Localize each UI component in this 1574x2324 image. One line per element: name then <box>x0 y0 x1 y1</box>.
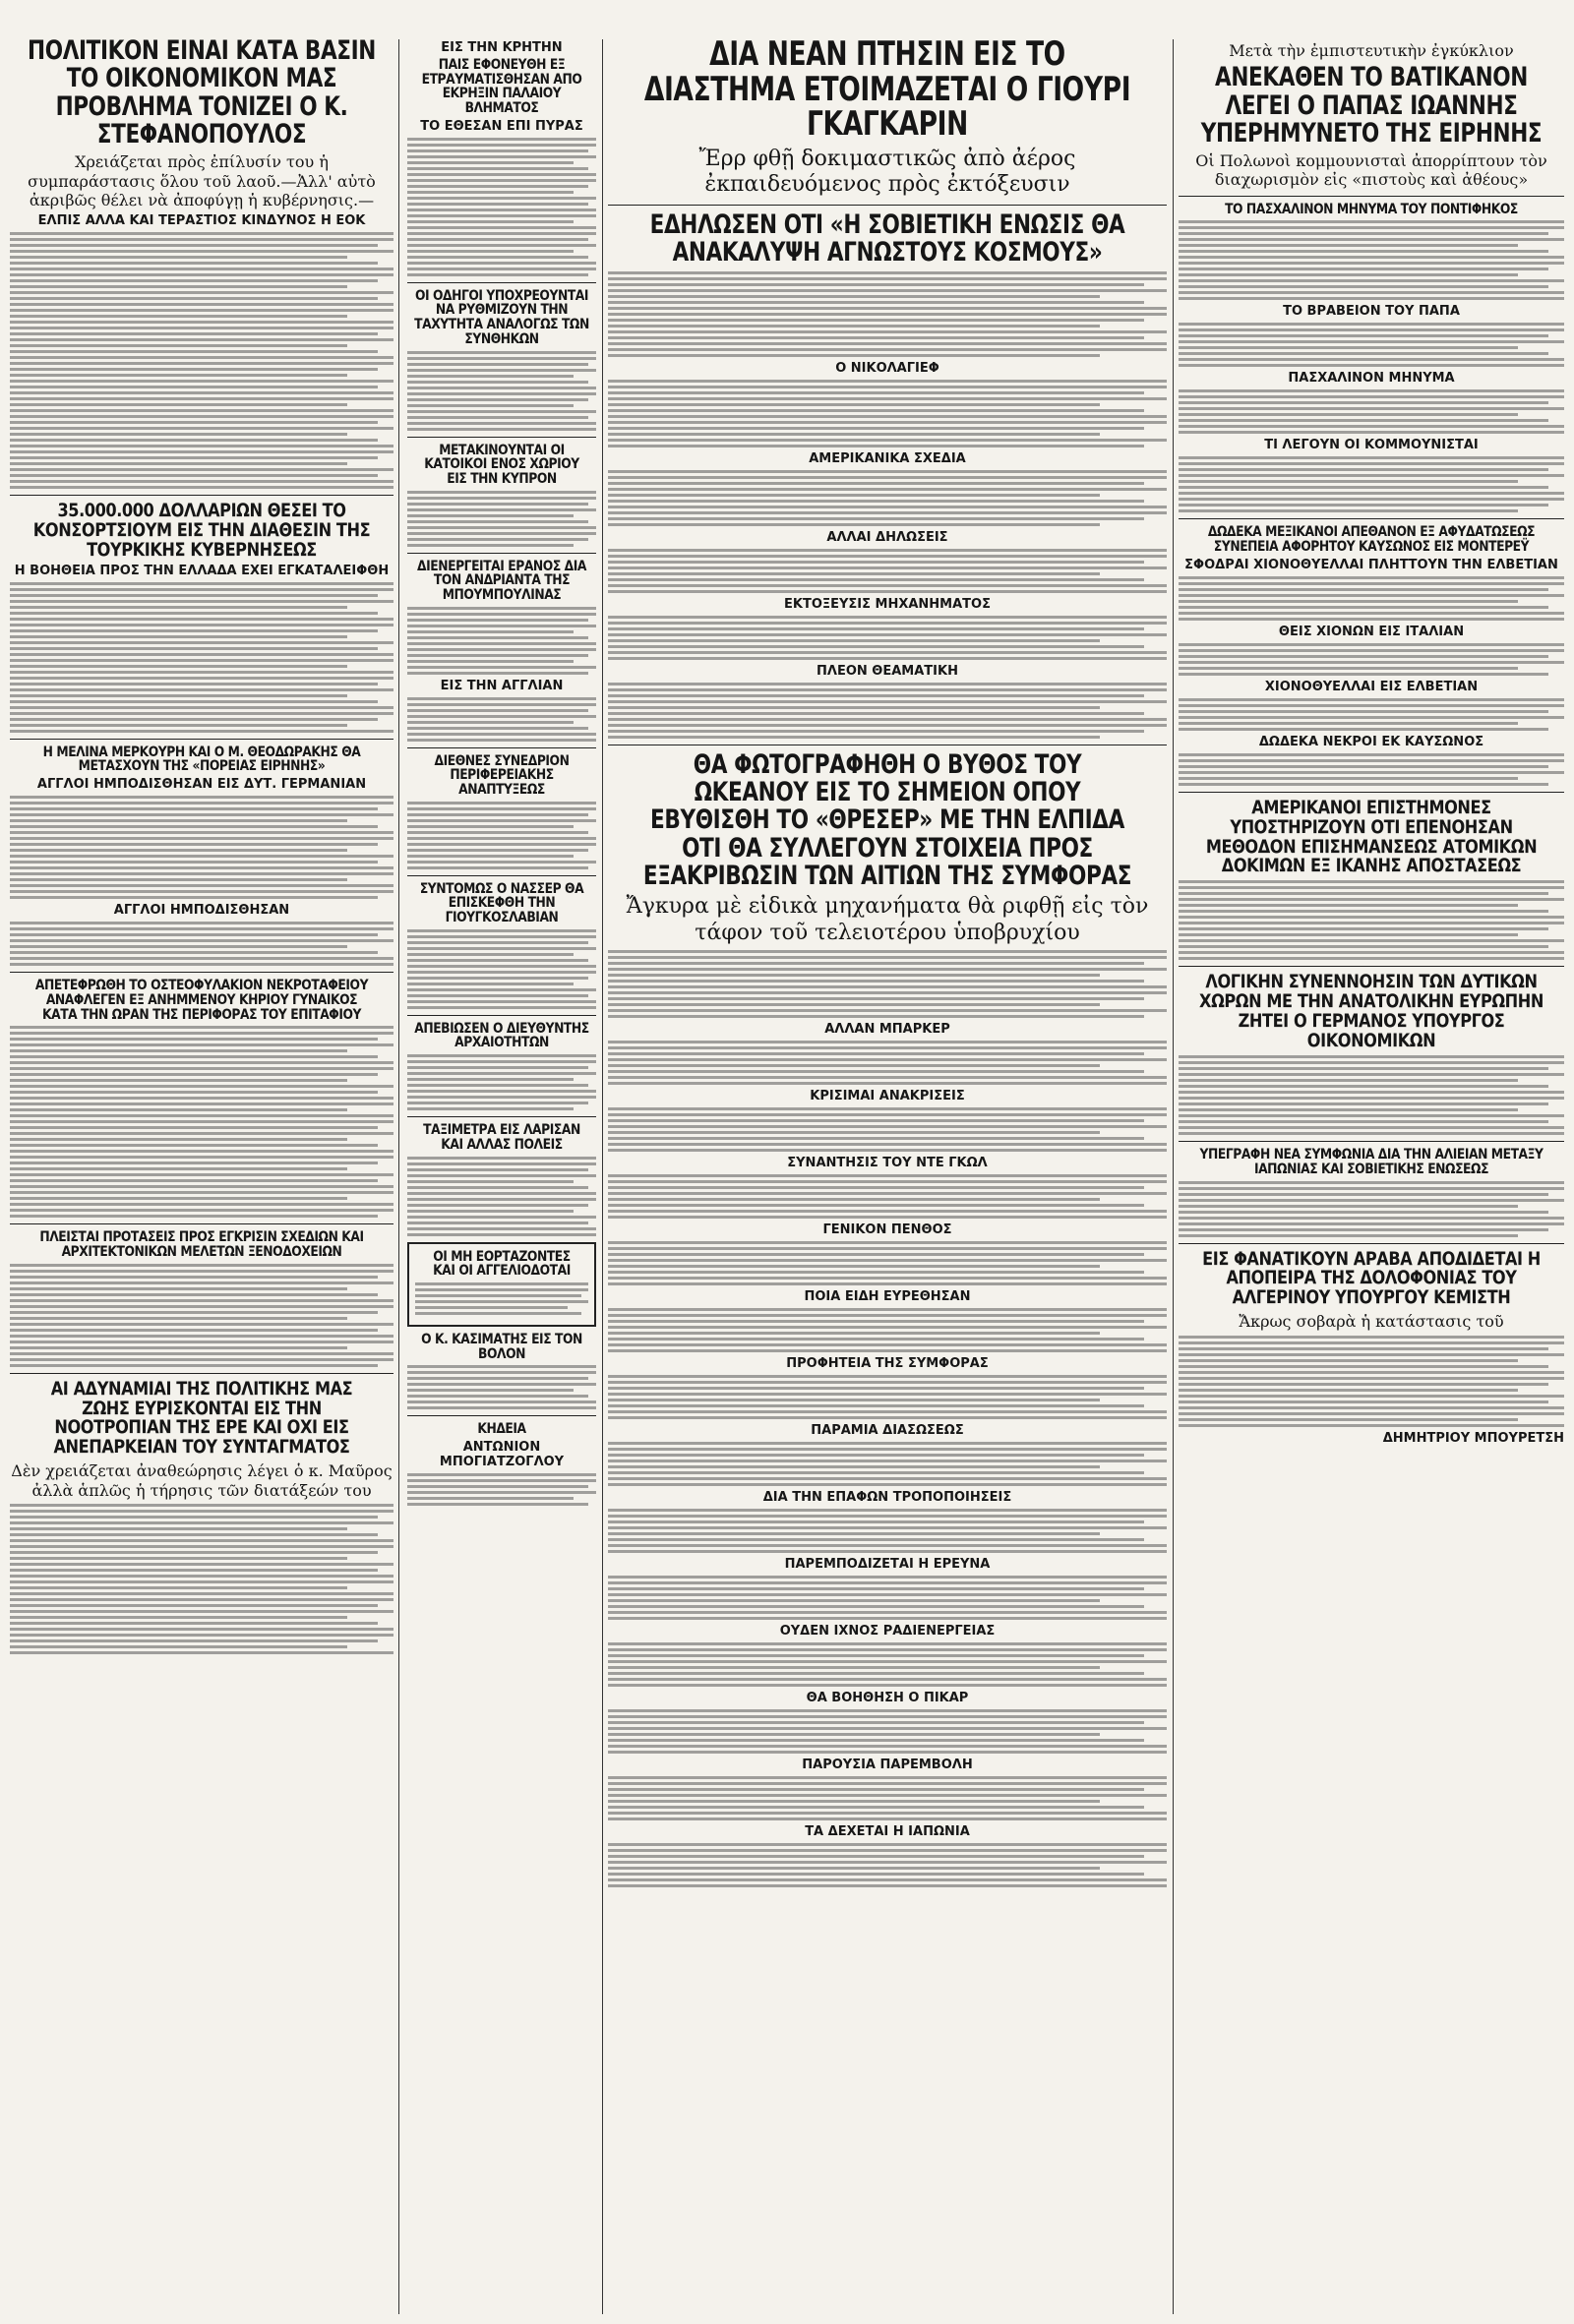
subhead-launch: ΕΚΤΟΞΕΥΣΙΣ ΜΗΧΑΝΗΜΑΤΟΣ <box>784 596 991 612</box>
subhead-prophecy: ΠΡΟΦΗΤΕΙΑ ΤΗΣ ΣΥΜΦΟΡΑΣ <box>786 1356 989 1372</box>
article-text <box>407 138 596 276</box>
subheadline-vatican: Οἱ Πολωνοὶ κομμουνισταὶ ἀπορρίπτουν τὸν διαχωρισμὸν εἰς «πιστοὺς καὶ ἀθέους» <box>1195 151 1547 190</box>
headline-merkouri: Η ΜΕΛΙΝΑ ΜΕΡΚΟΥΡΗ ΚΑΙ Ο Μ. ΘΕΟΔΩΡΑΚΗΣ ΘΑ ΜΕΤΑΣΧΟΥΝ ΤΗΣ «ΠΟΡΕΙΑΣ ΕΙΡΗΝΗΣ» <box>42 744 361 775</box>
section-rule <box>407 1415 596 1416</box>
article-text <box>407 929 596 1009</box>
subhead-japan: ΤΑ ΔΕΧΕΤΑΙ Η ΙΑΠΩΝΙΑ <box>805 1824 970 1840</box>
article-text <box>1179 753 1564 786</box>
headline-soviet-worlds: ΕΔΗΛΩΣΕΝ ΟΤΙ «Η ΣΟΒΙΕΤΙΚΗ ΕΝΩΣΙΣ ΘΑ ΑΝΑΚΑΛΥΨΗ ΑΓΝΩΣΤΟΥΣ ΚΟΣΜΟΥΣ» <box>649 209 1125 268</box>
deck-snowstorms: ΣΦΟΔΡΑΙ ΧΙΟΝΟΘΥΕΛΛΑΙ ΠΛΗΤΤΟΥΝ ΤΗΝ ΕΛΒΕΤΙΑΝ <box>1184 557 1558 572</box>
article-text <box>1179 220 1564 300</box>
article-text <box>608 549 1167 593</box>
article-text <box>10 1264 394 1367</box>
article-text <box>1179 1181 1564 1237</box>
subhead-nikolayev: Ο ΝΙΚΟΛΑΓΙΕΦ <box>835 360 939 376</box>
article-text <box>1179 880 1564 960</box>
tag-crete: ΕΙΣ ΤΗΝ ΚΡΗΤΗΝ <box>441 40 563 55</box>
article-text <box>608 950 1167 1018</box>
headline-crete-blast: ΠΑΙΣ ΕΦΟΝΕΥΘΗ ΕΞ ΕΤΡΑΥΜΑΤΙΣΘΗΣΑΝ ΑΠΟ ΕΚΡΗΞΙΝ ΠΑΛΑΙΟΥ ΒΛΗΜΑΤΟΣ <box>421 57 582 117</box>
article-text <box>10 922 394 966</box>
subhead-english: ΑΓΓΛΟΙ ΗΜΠΟΔΙΣΘΗΣΑΝ <box>113 903 290 919</box>
article-text <box>608 1576 1167 1620</box>
headline-consortium: 35.000.000 ΔΟΛΛΑΡΙΩΝ ΘΕΣΕΙ ΤΟ ΚΟΝΣΟΡΤΣΙΟΥΜ ΕΙΣ ΤΗΝ ΔΙΑΘΕΣΙΝ ΤΗΣ ΤΟΥΡΚΙΚΗΣ ΚΥΒΕΡΝΗΣΕΩΣ <box>32 499 371 561</box>
headline-kasimatis: Ο Κ. ΚΑΣΙΜΑΤΗΣ ΕΙΣ ΤΟΝ ΒΟΛΟΝ <box>421 1331 582 1362</box>
section-rule <box>10 972 394 973</box>
section-rule <box>1179 792 1564 793</box>
section-rule <box>407 1116 596 1117</box>
headline-mexicans: ΔΩΔΕΚΑ ΜΕΞΙΚΑΝΟΙ ΑΠΕΘΑΝΟΝ ΕΞ ΑΦΥΔΑΤΩΣΕΩΣ ΣΥΝΕΠΕΙΑ ΑΦΟΡΗΤΟΥ ΚΑΥΣΩΝΟΣ ΕΙΣ ΜΟΝΤΕΡΕΫ <box>1207 524 1536 555</box>
column-rule <box>1173 39 1174 2314</box>
headline-thresher: ΘΑ ΦΩΤΟΓΡΑΦΗΘΗ Ο ΒΥΘΟΣ ΤΟΥ ΩΚΕΑΝΟΥ ΕΙΣ ΤΟ ΣΗΜΕΙΟΝ ΟΠΟΥ ΕΒΥΘΙΣΘΗ ΤΟ «ΘΡΕΣΕΡ» ΜΕ ΤΗΝ ΕΛΠΙΔΑ ΟΤΙ ΘΑ ΣΥΛΛΕΓΟΥΝ ΣΤΟΙΧΕΙΑ ΠΡΟΣ ΕΞΑΚΡΙΒΩΣΙΝ ΤΩΝ ΑΙΤΙΩΝ ΤΗΣ ΣΥΜΦΟΡΑΣ <box>642 748 1132 891</box>
headline-funeral: ΚΗΔΕΙΑ <box>477 1421 526 1438</box>
column-3 <box>608 34 1167 1891</box>
article-text <box>1179 643 1564 676</box>
column-rule <box>602 39 603 2314</box>
article-text <box>608 1241 1167 1285</box>
article-text <box>608 1375 1167 1419</box>
headline-nasser: ΣΥΝΤΟΜΩΣ Ο ΝΑΣΣΕΡ ΘΑ ΕΠΙΣΚΕΦΘΗ ΤΗΝ ΓΙΟΥΓΚΟΣΛΑΒΙΑΝ <box>419 880 584 926</box>
subheadline-gagarin: Ἔρρ φθῇ δοκιμαστικῶς ἀπὸ ἀέρος ἐκπαιδευόμενος πρὸς ἐκτόξευσιν <box>698 147 1076 198</box>
subhead-interference: ΠΑΡΟΥΣΙΑ ΠΑΡΕΜΒΟΛΗ <box>802 1758 973 1773</box>
section-rule <box>10 739 394 740</box>
headline-ossuary: ΑΠΕΤΕΦΡΩΘΗ ΤΟ ΟΣΤΕΟΦΥΛΑΚΙΟΝ ΝΕΚΡΟΤΑΦΕΙΟΥ ΑΝΑΦΛΕΓΕΝ ΕΞ ΑΝΗΜΜΕΝΟΥ ΚΗΡΙΟΥ ΓΥΝΑΙΚΟΣ ΚΑΤΑ ΤΗΝ ΩΡΑΝ ΤΗΣ ΠΕΡΙΦΟΡΑΣ ΤΟΥ ΕΠΙΤΑΦΙΟΥ <box>34 978 369 1023</box>
headline-german-minister: ΛΟΓΙΚΗΝ ΣΥΝΕΝΝΟΗΣΙΝ ΤΩΝ ΔΥΤΙΚΩΝ ΧΩΡΩΝ ΜΕ ΤΗΝ ΑΝΑΤΟΛΙΚΗΝ ΕΥΡΩΠΗΝ ΖΗΤΕΙ Ο ΓΕΡΜΑΝΟΣ ΥΠΟΥΡΓΟΣ ΟΙΚΟΝΟΜΙΚΩΝ <box>1199 971 1544 1052</box>
section-rule <box>1179 1243 1564 1244</box>
subhead-england: ΕΙΣ ΤΗΝ ΑΓΓΛΙΑΝ <box>440 678 564 693</box>
headline-statue: ΔΙΕΝΕΡΓΕΙΤΑΙ ΕΡΑΝΟΣ ΔΙΑ ΤΟΝ ΑΝΔΡΙΑΝΤΑ ΤΗΣ ΜΠΟΥΜΠΟΥΛΙΝΑΣ <box>417 558 586 603</box>
article-text <box>608 1174 1167 1219</box>
subhead-heat-deaths: ΔΩΔΕΚΑ ΝΕΚΡΟΙ ΕΚ ΚΑΥΣΩΝΟΣ <box>1258 734 1484 749</box>
article-text <box>407 1054 596 1110</box>
section-rule <box>10 495 394 496</box>
column-1 <box>10 37 394 1658</box>
article-text <box>1179 1055 1564 1135</box>
article-text <box>608 1509 1167 1553</box>
article-text <box>608 470 1167 526</box>
article-text <box>608 1107 1167 1152</box>
section-rule <box>1179 518 1564 519</box>
article-text <box>407 491 596 547</box>
article-text <box>407 607 596 675</box>
article-text <box>608 683 1167 739</box>
section-rule <box>407 875 596 876</box>
deck-fire: ΤΟ ΕΘΕΣΑΝ ΕΠΙ ΠΥΡΑΣ <box>420 118 583 134</box>
subheadline-mavros: Δὲν χρειάζεται ἀναθεώρησις λέγει ὁ κ. Μαῦρος ἀλλὰ ἁπλῶς ἡ τήρησις τῶν διατάξεών του <box>11 1461 393 1500</box>
subhead-easter: ΠΑΣΧΑΛΙΝΟΝ ΜΗΝΥΜΑ <box>1288 371 1455 387</box>
byline-signature: ΔΗΜΗΤΡΙΟΥ ΜΠΟΥΡΕΤΣΗ <box>1382 1430 1564 1446</box>
headline-cyprus: ΜΕΤΑΚΙΝΟΥΝΤΑΙ ΟΙ ΚΑΤΟΙΚΟΙ ΕΝΟΣ ΧΩΡΙΟΥ ΕΙΣ ΤΗΝ ΚΥΠΡΟΝ <box>424 442 579 487</box>
article-text <box>608 1843 1167 1887</box>
subheadline-thresher: Ἄγκυρα μὲ εἰδικὰ μηχανήματα θὰ ριφθῇ εἰς τὸν τάφον τοῦ τελειοτέρου ὑποβρυχίου <box>626 894 1149 945</box>
article-text <box>1179 456 1564 512</box>
subhead-communists: ΤΙ ΛΕΓΟΥΝ ΟΙ ΚΟΜΜΟΥΝΙΣΤΑΙ <box>1264 438 1479 453</box>
subhead-piccard: ΘΑ ΒΟΗΘΗΣΗ Ο ΠΙΚΑΡ <box>806 1691 969 1706</box>
subhead-statements: ΑΛΛΑΙ ΔΗΛΩΣΕΙΣ <box>826 529 948 545</box>
headline-stefanopoulos: ΠΟΛΙΤΙΚΟΝ ΕΙΝΑΙ ΚΑΤΑ ΒΑΣΙΝ ΤΟ ΟΙΚΟΝΟΜΙΚΟΝ ΜΑΣ ΠΡΟΒΛΗΜΑ ΤΟΝΙΖΕΙ Ο Κ. ΣΤΕΦΑΝΟΠΟΥΛΟΣ <box>28 35 376 150</box>
article-text <box>1179 1336 1564 1427</box>
headline-taximeters: ΤΑΞΙΜΕΤΡΑ ΕΙΣ ΛΑΡΙΣΑΝ ΚΑΙ ΑΛΛΑΣ ΠΟΛΕΙΣ <box>423 1122 580 1153</box>
subhead-spectacular: ΠΛΕΟΝ ΘΕΑΜΑΤΙΚΗ <box>817 663 958 679</box>
article-text <box>10 1026 394 1218</box>
article-text <box>608 271 1167 357</box>
subhead-radiation: ΟΥΔΕΝ ΙΧΝΟΣ ΡΑΔΙΕΝΕΡΓΕΙΑΣ <box>779 1624 996 1639</box>
article-text <box>608 1776 1167 1820</box>
headline-congress: ΔΙΕΘΝΕΣ ΣΥΝΕΔΡΙΟΝ ΠΕΡΙΦΕΡΕΙΑΚΗΣ ΑΝΑΠΤΥΞΕΩΣ <box>434 752 570 798</box>
subheadline-stefanopoulos: Χρειάζεται πρὸς ἐπίλυσίν του ἡ συμπαράστασις ὅλου τοῦ λαοῦ.—Ἀλλ' αὐτὸ ἀκριβῶς θέλει νὰ ἀποφύγῃ ἡ κυβέρνησις.— <box>28 152 376 209</box>
headline-drivers: ΟΙ ΟΔΗΓΟΙ ΥΠΟΧΡΕΟΥΝΤΑΙ ΝΑ ΡΥΘΜΙΖΟΥΝ ΤΗΝ ΤΑΧΥΤΗΤΑ ΑΝΑΛΟΓΩΣ ΤΩΝ ΣΥΝΘΗΚΩΝ <box>414 287 589 347</box>
headline-algeria: ΕΙΣ ΦΑΝΑΤΙΚΟΥΝ ΑΡΑΒΑ ΑΠΟΔΙΔΕΤΑΙ Η ΑΠΟΠΕΙΡΑ ΤΗΣ ΔΟΛΟΦΟΝΙΑΣ ΤΟΥ ΑΛΓΕΡΙΝΟΥ ΥΠΟΥΡΓΟΥ ΚΕΜΙΣΤΗ <box>1202 1247 1541 1309</box>
headline-easter-message: ΤΟ ΠΑΣΧΑΛΙΝΟΝ ΜΗΝΥΜΑ ΤΟΥ ΠΟΝΤΙΦΗΚΟΣ <box>1225 201 1518 217</box>
section-rule <box>1179 196 1564 197</box>
subhead-research: ΠΑΡΕΜΠΟΔΙΖΕΤΑΙ Η ΕΡΕΥΝΑ <box>784 1557 991 1573</box>
article-text <box>407 1157 596 1236</box>
article-text <box>1179 576 1564 621</box>
subhead-mourning: ΓΕΝΙΚΟΝ ΠΕΝΘΟΣ <box>822 1222 952 1238</box>
subhead-items-found: ΠΟΙΑ ΕΙΔΗ ΕΥΡΕΘΗΣΑΝ <box>804 1289 971 1305</box>
subhead-italy-snow: ΘΕΙΣ ΧΙΟΝΩΝ ΕΙΣ ΙΤΑΛΙΑΝ <box>1278 624 1465 639</box>
column-4 <box>1179 37 1564 1449</box>
article-text <box>1179 698 1564 731</box>
headline-fishing: ΥΠΕΓΡΑΦΗ ΝΕΑ ΣΥΜΦΩΝΙΑ ΔΙΑ ΤΗΝ ΑΛΙΕΙΑΝ ΜΕΤΑΞΥ ΙΑΠΩΝΙΑΣ ΚΑΙ ΣΟΒΙΕΤΙΚΗΣ ΕΝΩΣΕΩΣ <box>1199 1147 1544 1177</box>
section-rule <box>407 1015 596 1016</box>
deck-eok: ΕΛΠΙΣ ΑΛΛΑ ΚΑΙ ΤΕΡΑΣΤΙΟΣ ΚΙΝΔΥΝΟΣ Η ΕΟΚ <box>37 212 366 228</box>
article-text <box>407 351 596 431</box>
article-text <box>407 1365 596 1409</box>
section-rule <box>10 1373 394 1374</box>
article-text <box>608 1308 1167 1352</box>
article-text <box>10 796 394 899</box>
article-text <box>608 616 1167 660</box>
subhead-barker: ΑΛΛΑΝ ΜΠΑΡΚΕΡ <box>824 1022 950 1038</box>
headline-antiquities: ΑΠΕΒΙΩΣΕΝ Ο ΔΙΕΥΘΥΝΤΗΣ ΑΡΧΑΙΟΤΗΤΩΝ <box>414 1020 589 1051</box>
subhead-rescue: ΠΑΡΑΜΙΑ ΔΙΑΣΩΣΕΩΣ <box>811 1423 964 1439</box>
article-text <box>1179 323 1564 367</box>
article-text <box>1179 389 1564 434</box>
article-text <box>407 1473 596 1506</box>
deck-english: ΑΓΓΛΟΙ ΗΜΠΟΔΙΣΘΗΣΑΝ ΕΙΣ ΔΥΤ. ΓΕΡΜΑΝΙΑΝ <box>36 777 367 793</box>
article-text <box>608 380 1167 447</box>
article-text <box>10 582 394 733</box>
column-rule <box>398 39 399 2314</box>
subhead-interrogations: ΚΡΙΣΙΜΑΙ ΑΝΑΚΡΙΣΕΙΣ <box>810 1089 965 1104</box>
section-rule <box>608 205 1167 206</box>
subheadline-algeria: Ἄκρως σοβαρὰ ἡ κατάστασις τοῦ <box>1239 1312 1504 1332</box>
article-text <box>10 1504 394 1654</box>
headline-atomic-tests: ΑΜΕΡΙΚΑΝΟΙ ΕΠΙΣΤΗΜΟΝΕΣ ΥΠΟΣΤΗΡΙΖΟΥΝ ΟΤΙ ΕΠΕΝΟΗΣΑΝ ΜΕΘΟΔΟΝ ΕΠΙΣΗΜΑΝΣΕΩΣ ΑΤΟΜΙΚΩΝ ΔΟΚΙΜΩΝ ΕΞ ΙΚΑΝΗΣ ΑΠΟΣΤΑΣΕΩΣ <box>1205 796 1538 877</box>
deck-aid-greece: Η ΒΟΗΘΕΙΑ ΠΡΟΣ ΤΗΝ ΕΛΛΑΔΑ ΕΧΕΙ ΕΓΚΑΤΑΛΕΙΦΘΗ <box>14 563 390 578</box>
article-text <box>407 802 596 869</box>
article-text <box>608 1041 1167 1085</box>
section-rule <box>1179 1141 1564 1142</box>
section-rule <box>407 437 596 438</box>
article-text <box>407 697 596 742</box>
section-rule <box>10 1223 394 1224</box>
subhead-pope-prize: ΤΟ ΒΡΑΒΕΙΟΝ ΤΟΥ ΠΑΠΑ <box>1283 304 1460 320</box>
section-rule <box>1179 966 1564 967</box>
subhead-swiss-snow: ΧΙΟΝΟΘΥΕΛΛΑΙ ΕΙΣ ΕΛΒΕΤΙΑΝ <box>1264 679 1479 694</box>
subhead-american-plans: ΑΜΕΡΙΚΑΝΙΚΑ ΣΧΕΔΙΑ <box>809 450 966 466</box>
notice-text <box>415 1282 588 1315</box>
headline-gagarin: ΔΙΑ ΝΕΑΝ ΠΤΗΣΙΝ ΕΙΣ ΤΟ ΔΙΑΣΤΗΜΑ ΕΤΟΙΜΑΖΕΤΑΙ Ο ΓΙΟΥΡΙ ΓΚΑΓΚΑΡΙΝ <box>643 34 1131 145</box>
article-text <box>608 1442 1167 1486</box>
headline-hotels: ΠΛΕΙΣΤΑΙ ΠΡΟΤΑΣΕΙΣ ΠΡΟΣ ΕΓΚΡΙΣΙΝ ΣΧΕΔΙΩΝ ΚΑΙ ΑΡΧΙΤΕΚΤΟΝΙΚΩΝ ΜΕΛΕΤΩΝ ΞΕΝΟΔΟΧΕΙΩΝ <box>39 1229 364 1260</box>
notice-box <box>407 1242 596 1327</box>
funeral-name: ΑΝΤΩΝΙΟΝ ΜΠΟΓΙΑΤΖΟΓΛΟΥ <box>439 1439 565 1469</box>
article-text <box>608 1709 1167 1754</box>
section-rule <box>407 282 596 283</box>
column-2 <box>407 37 596 1510</box>
section-rule <box>407 553 596 554</box>
notice-title: ΟΙ ΜΗ ΕΟΡΤΑΖΟΝΤΕΣ ΚΑΙ ΟΙ ΑΓΓΕΛΙΟΔΟΤΑΙ <box>433 1248 571 1280</box>
headline-vatican: ΑΝΕΚΑΘΕΝ ΤΟ ΒΑΤΙΚΑΝΟΝ ΛΕΓΕΙ Ο ΠΑΠΑΣ ΙΩΑΝΝΗΣ ΥΠΕΡΗΜΥΝΕΤΟ ΤΗΣ ΕΙΡΗΝΗΣ <box>1200 62 1543 149</box>
article-text <box>10 232 394 489</box>
subhead-degaulle: ΣΥΝΑΝΤΗΣΙΣ ΤΟΥ ΝΤΕ ΓΚΩΛ <box>787 1156 988 1171</box>
kicker-encyclical: Μετὰ τὴν ἐμπιστευτικὴν ἐγκύκλιον <box>1229 41 1514 60</box>
subhead-contact: ΔΙΑ ΤΗΝ ΕΠΑΦΩΝ ΤΡΟΠΟΠΟΙΗΣΕΙΣ <box>762 1490 1012 1506</box>
headline-mavros: ΑΙ ΑΔΥΝΑΜΙΑΙ ΤΗΣ ΠΟΛΙΤΙΚΗΣ ΜΑΣ ΖΩΗΣ ΕΥΡΙΣΚΟΝΤΑΙ ΕΙΣ ΤΗΝ ΝΟΟΤΡΟΠΙΑΝ ΤΗΣ ΕΡΕ ΚΑΙ ΟΧΙ ΕΙΣ ΑΝΕΠΑΡΚΕΙΑΝ ΤΟΥ ΣΥΝΤΑΓΜΑΤΟΣ <box>50 1377 353 1459</box>
section-rule <box>407 747 596 748</box>
article-text <box>608 1642 1167 1687</box>
